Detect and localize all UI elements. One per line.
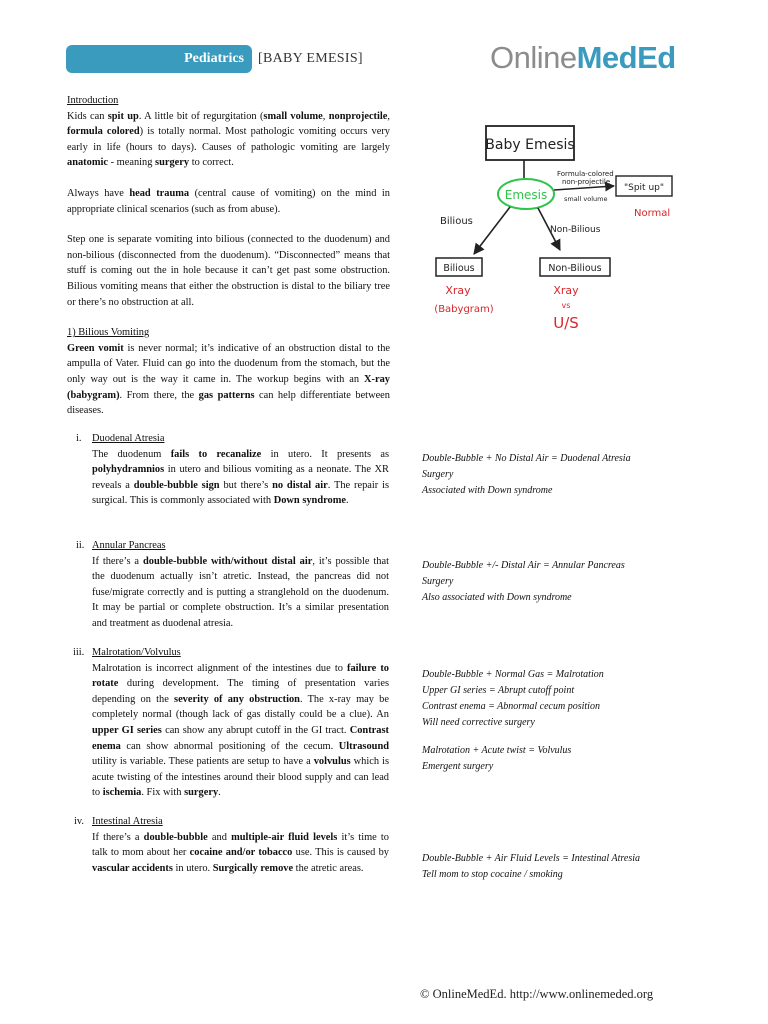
diagram-arrow-spit-up [554,186,614,190]
note-line: Malrotation + Acute twist = Volvulus [422,745,572,756]
onlinemeded-logo [490,40,676,76]
malrotation-section [92,645,389,801]
intro-heading: Introduction [67,95,119,106]
diagram-emesis-label: Emesis [504,188,548,202]
annular-pancreas-text: If there’s a double-bubble with/without distal air, it’s possible that the duodenum actually isn’t atretic. Instead, the pancreas did not fuse/migrate correctly and is putting a stranglehold on the duodenum. It may be partial or complete obstruction. It’s a similar presentation and treatment as duodenal atresia. [92,555,389,629]
header-topic: [BABY EMESIS] [258,51,363,66]
note-duodenal-atresia [422,451,631,499]
intestinal-atresia-text: If there’s a double-bubble and multiple-air fluid levels it’s time to talk to mom about her cocaine and/or tobacco use. This is caused by vascular accidents in utero. Surgically remove the atretic areas. [92,831,389,874]
intro-paragraph-1: Kids can spit up. A little bit of regurgitation (small volume, nonprojectile, formula colored) is totally normal. Most pathologic vomiting occurs very early in life (hours to days). Causes of pathologic vomiting are largely anatomic - meaning surgery to correct. [67,110,391,169]
duodenal-atresia-heading: Duodenal Atresia [92,433,165,444]
diagram-bilious-box-label: Bilious [443,263,475,274]
diagram-spit-up-label: "Spit up" [623,183,665,193]
intestinal-atresia-heading: Intestinal Atresia [92,816,163,827]
note-line: Contrast enema = Abnormal cecum position [422,701,600,712]
diagram-xray-bilious: Xray [445,284,471,297]
duodenal-atresia-text: The duodenum fails to recanalize in utero. It presents as polyhydramnios in utero and bilious vomiting as a neonate. The XR reveals a double-bubble sign but there’s no distal air. The repair is surgical. This is commonly associated with Down syndrome. [92,448,390,507]
header-category-bar [66,45,252,73]
diagram-arrow-bilious [474,207,510,254]
annular-pancreas-section [92,538,389,632]
note-line: Double-Bubble + No Distal Air = Duodenal Atresia [422,453,631,464]
note-line: Double-Bubble +/- Distal Air = Annular Pancreas [422,560,625,571]
diagram-babygram: (Babygram) [434,304,494,315]
diagram-bilious-branch: Bilious [440,216,473,227]
diagram-nonbilious-branch: Non-Bilious [550,225,601,235]
diagram-spit-note-1: Formula-colored [557,170,614,178]
logo-part-meded: MedEd [576,40,676,75]
intestinal-atresia-section [92,814,389,876]
note-line: Tell mom to stop cocaine / smoking [422,869,563,880]
malrotation-heading: Malrotation/Volvulus [92,647,181,658]
note-line: Double-Bubble + Air Fluid Levels = Intestinal Atresia [422,853,641,864]
note-line: Also associated with Down syndrome [422,592,572,603]
section-number-iv: iv. [74,816,85,827]
logo-part-online: Online [490,40,577,75]
section-number-ii: ii. [76,540,85,551]
section-number-i: i. [76,433,82,444]
note-line: Associated with Down syndrome [422,485,553,496]
malrotation-text: Malrotation is incorrect alignment of the intestines due to failure to rotate during development. The timing of presentation varies depending on the severity of any obstruction. The x-ray may be completely normal (though lack of gas distally could be a clue). An upper GI series can show any abrupt cutoff in the GI tract. Contrast enema can show abnormal positioning of the cecum. Ultrasound utility is variable. These patients are setup to have a volvulus which is acute twisting of the intestines around their blood supply and can lead to ischemia. Fix with surgery. [92,662,389,799]
note-line: Surgery [422,469,454,480]
annular-pancreas-heading: Annular Pancreas [92,540,166,551]
diagram-xray-nonbilious: Xray [553,284,579,297]
note-volvulus [422,743,571,775]
diagram-title: Baby Emesis [485,137,575,153]
intro-section [67,93,390,419]
baby-emesis-flowchart [422,108,712,336]
note-annular-pancreas [422,558,625,606]
note-malrotation [422,667,604,731]
note-line: Upper GI series = Abrupt cutoff point [422,685,575,696]
section-number-iii: iii. [73,647,85,658]
duodenal-atresia-section [92,431,389,509]
diagram-spit-note-3: small volume [564,195,608,203]
diagram-nonbilious-box-label: Non-Bilious [548,263,602,274]
bilious-heading: 1) Bilious Vomiting [67,327,150,339]
footer-copyright: © OnlineMedEd. http://www.onlinemeded.org [420,987,654,1001]
note-line: Will need corrective surgery [422,717,535,728]
note-line: Surgery [422,576,454,587]
diagram-normal-label: Normal [634,208,671,219]
diagram-vs: vs [561,301,571,310]
bilious-paragraph: Green vomit is never normal; it’s indicative of an obstruction distal to the ampulla of Vater. Fluid can go into the duodenum from the stomach, but the only way out is the way it came in. The workup begins with an X-ray (babygram). From there, the gas patterns can help differentiate between diseases. [67,342,390,417]
intro-paragraph-3: Step one is separate vomiting into bilious (connected to the duodenum) and non-bilious (disconnected from the duodenum). “Disconnected” means that stuff is coming out the in hole because it can’t get past some obstruction. Bilious vomiting means that either the obstruction is distal to the biliary tree or there’s no obstruction at all. [67,234,390,308]
intro-paragraph-2: Always have head trauma (central cause of vomiting) on the mind in appropriate clinical scenarios (such as from abuse). [67,187,391,215]
note-intestinal-atresia [422,851,640,883]
diagram-ultrasound: U/S [553,314,579,332]
note-line: Emergent surgery [422,761,494,772]
header-category: Pediatrics [184,51,244,66]
diagram-spit-note-2: non-projectile [562,178,611,186]
note-line: Double-Bubble + Normal Gas = Malrotation [422,669,604,680]
